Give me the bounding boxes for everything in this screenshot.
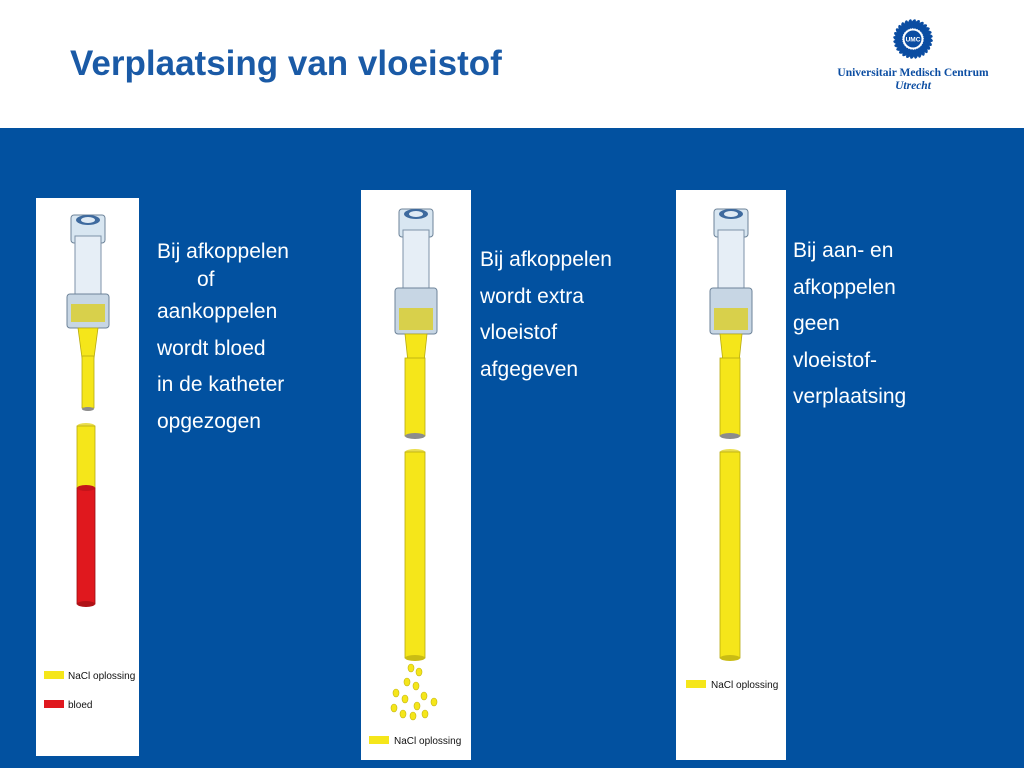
umc-logo — [836, 16, 990, 96]
caption-line: afgegeven — [480, 357, 579, 381]
caption-line: vloeistof- — [793, 348, 878, 372]
catheter-neutral-illustration — [676, 190, 786, 760]
caption-line: wordt bloed — [157, 336, 266, 360]
legend-label-saline: NaCl oplossing — [711, 680, 779, 691]
caption-line: afkoppelen — [793, 275, 896, 299]
umc-sunburst-icon — [890, 16, 936, 62]
caption-line: of — [197, 268, 215, 291]
legend-label-saline: NaCl oplossing — [394, 736, 462, 747]
catheter-aspiration-illustration — [36, 198, 139, 756]
caption-line: wordt extra — [480, 284, 584, 308]
caption-line: geen — [793, 312, 840, 335]
diagram-panel-neutral — [676, 190, 786, 760]
logo-name: Universitair Medisch Centrum — [837, 67, 989, 79]
caption-neutral — [793, 233, 906, 416]
slide-header — [0, 0, 1024, 128]
caption-line: vloeistof — [480, 321, 558, 344]
legend-swatch-saline — [44, 671, 64, 679]
caption-line: Bij aan- en — [793, 239, 894, 262]
logo-mark-text: UMC — [905, 36, 921, 44]
legend-swatch-saline — [369, 736, 389, 744]
caption-aspiration — [157, 238, 289, 440]
legend-label-blood: bloed — [68, 700, 93, 711]
diagram-panel-aspiration — [36, 198, 139, 756]
caption-line: Bij afkoppelen — [480, 248, 612, 271]
caption-line: Bij afkoppelen — [157, 240, 289, 263]
legend-swatch-saline — [686, 680, 706, 688]
slide-title: Verplaatsing van vloeistof — [70, 44, 502, 83]
caption-release — [480, 242, 612, 388]
caption-line: verplaatsing — [793, 385, 907, 408]
caption-line: in de katheter — [157, 373, 285, 396]
slide-body — [0, 128, 1024, 768]
caption-line: opgezogen — [157, 409, 261, 433]
caption-line: aankoppelen — [157, 300, 278, 323]
legend-swatch-blood — [44, 700, 64, 708]
legend-label-saline: NaCl oplossing — [68, 671, 136, 682]
logo-city: Utrecht — [895, 80, 931, 92]
diagram-panel-release — [361, 190, 471, 760]
catheter-release-illustration — [361, 190, 471, 760]
